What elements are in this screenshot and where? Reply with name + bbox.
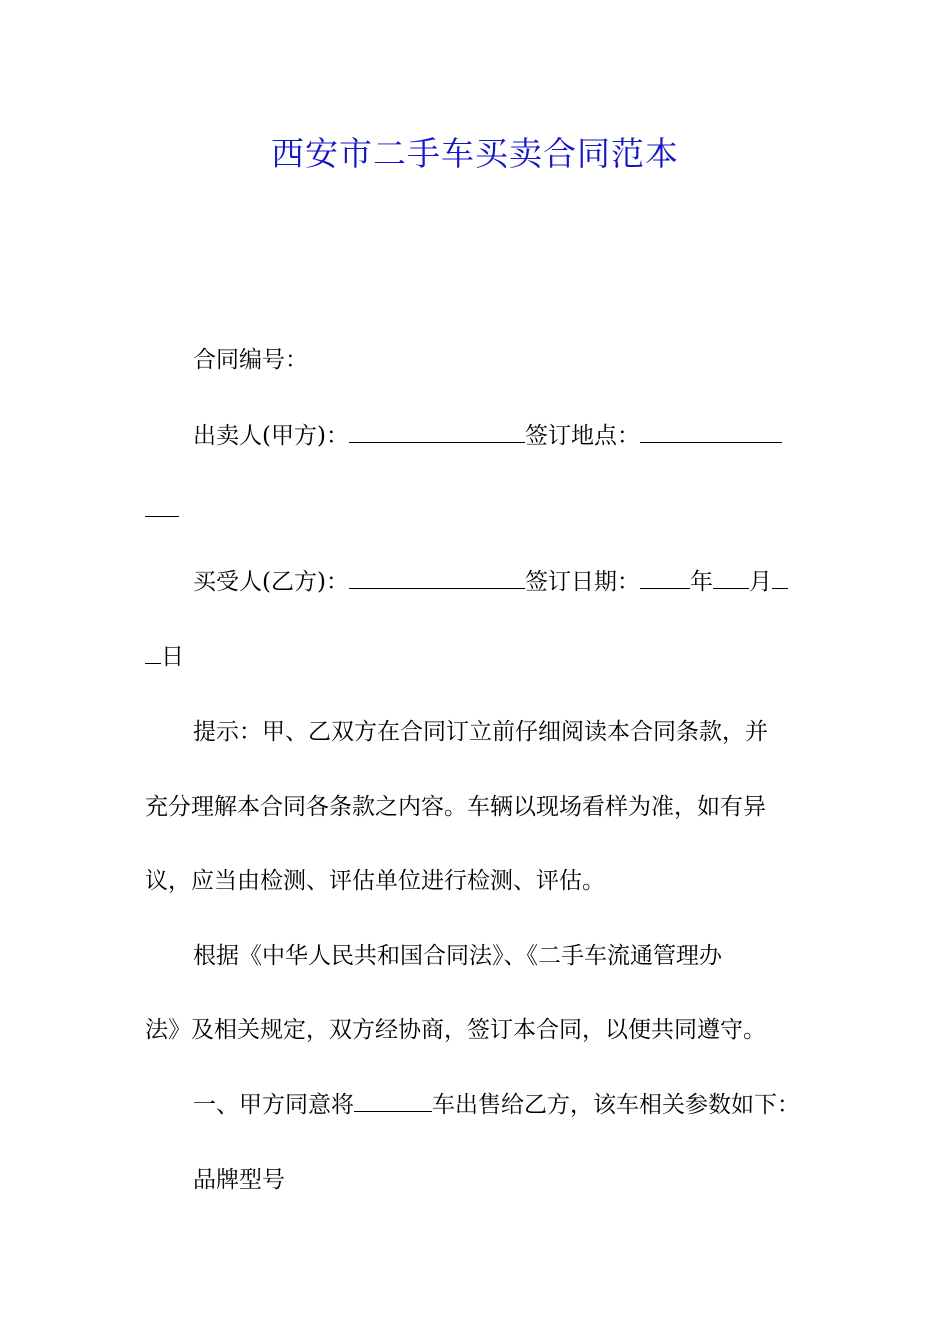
buyer-label: 买受人(乙方)：: [193, 569, 349, 595]
contract-number-line: [193, 344, 308, 376]
sign-place-blank[interactable]: [640, 422, 782, 443]
seller-blank[interactable]: [349, 422, 525, 443]
vehicle-blank[interactable]: [354, 1091, 432, 1112]
year-blank[interactable]: [640, 568, 690, 589]
buyer-blank[interactable]: [349, 568, 525, 589]
sign-date-label: 签订日期：: [524, 569, 640, 595]
basis-line-1: 根据《中华人民共和国合同法》、《二手车流通管理办: [193, 943, 722, 969]
contract-number-label: 合同编号：: [193, 347, 308, 373]
sign-place-continuation: [145, 494, 179, 526]
notice-line-3: 议，应当由检测、评估单位进行检测、评估。: [145, 868, 605, 894]
day-blank-continued[interactable]: [145, 643, 161, 664]
clause-1-part-1: 一、甲方同意将: [193, 1092, 354, 1118]
clause-1-line: [193, 1089, 800, 1121]
year-label: 年: [689, 569, 713, 595]
day-line: [145, 641, 184, 673]
brand-model-label: 品牌型号: [193, 1167, 285, 1193]
seller-label: 出卖人(甲方)：: [193, 423, 349, 449]
sign-place-label: 签订地点：: [524, 423, 640, 449]
clause-1-part-2: 车出售给乙方，该车相关参数如下：: [432, 1092, 800, 1118]
notice-line-2: 充分理解本合同各条款之内容。车辆以现场看样为准，如有异: [145, 794, 766, 820]
seller-line: [193, 420, 782, 452]
day-label: 日: [161, 644, 184, 670]
buyer-line: [193, 566, 788, 598]
day-blank[interactable]: [772, 568, 788, 589]
month-label: 月: [748, 569, 772, 595]
basis-line-2: 法》及相关规定，双方经协商，签订本合同，以便共同遵守。: [145, 1017, 766, 1043]
notice-line-1: 提示：甲、乙双方在合同订立前仔细阅读本合同条款，并: [193, 719, 768, 745]
month-blank[interactable]: [713, 568, 749, 589]
sign-place-blank-continued[interactable]: [145, 496, 179, 517]
document-title: 西安市二手车买卖合同范本: [271, 134, 679, 173]
